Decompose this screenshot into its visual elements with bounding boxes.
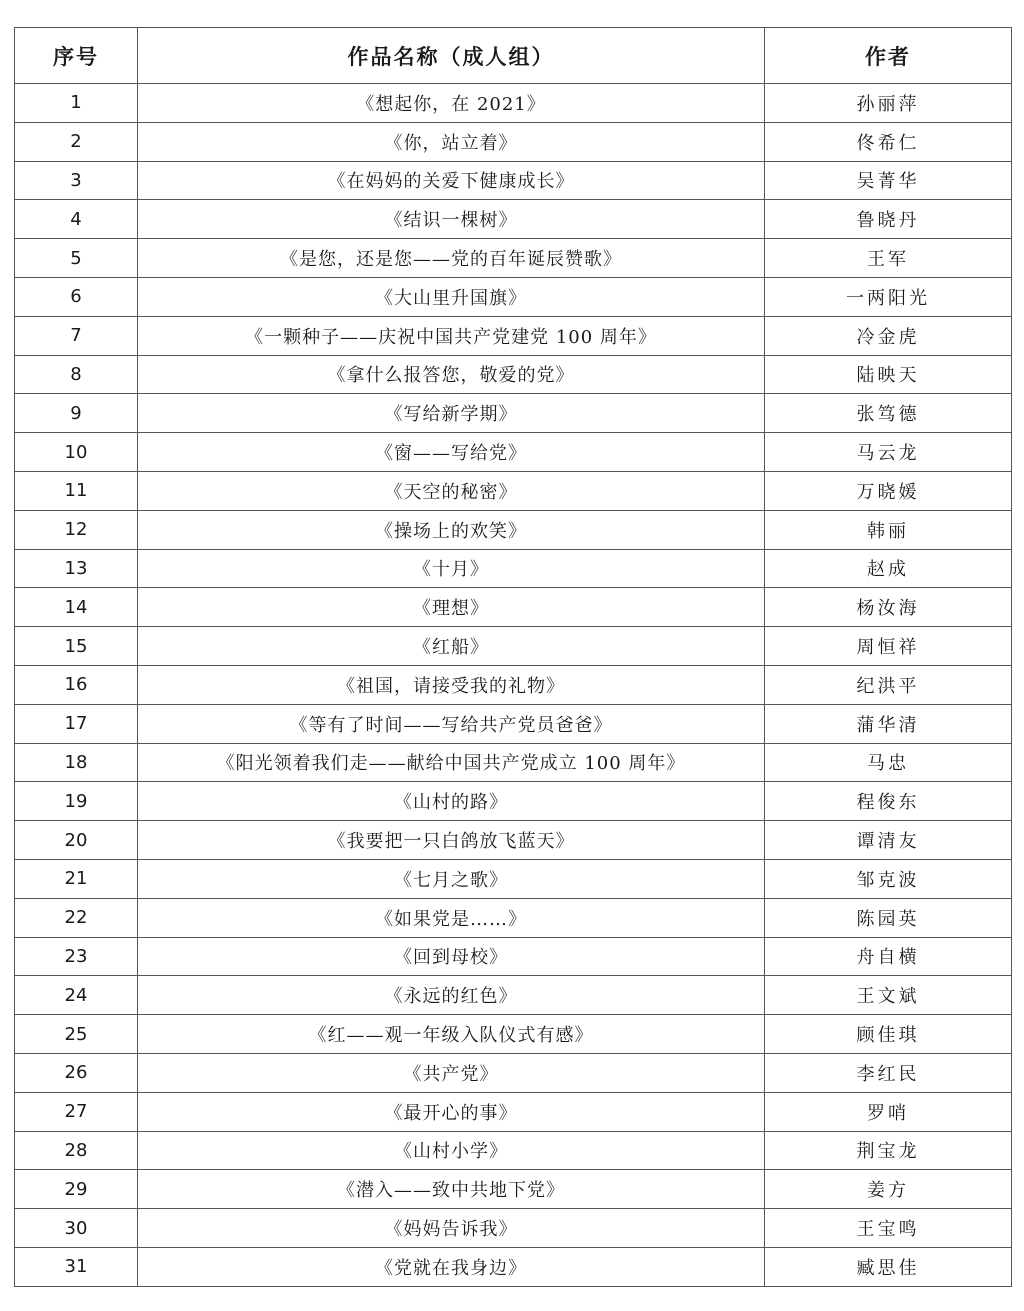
- author-name: 吴菁华: [765, 161, 1012, 200]
- work-title: 《是您，还是您——党的百年诞辰赞歌》: [138, 239, 765, 278]
- work-title: 《红船》: [138, 627, 765, 666]
- table-row: [15, 859, 1012, 898]
- table-row: [15, 937, 1012, 976]
- author-name: 姜方: [765, 1170, 1012, 1209]
- author-name: 一两阳光: [765, 277, 1012, 316]
- author-name: 蒲华清: [765, 704, 1012, 743]
- header-no: 序号: [15, 28, 138, 84]
- row-number: 22: [15, 898, 138, 937]
- author-name: 杨汝海: [765, 588, 1012, 627]
- table-row: [15, 743, 1012, 782]
- row-number: 14: [15, 588, 138, 627]
- work-title: 《你，站立着》: [138, 122, 765, 161]
- row-number: 1: [15, 84, 138, 123]
- author-name: 万晓媛: [765, 471, 1012, 510]
- author-name: 孙丽萍: [765, 84, 1012, 123]
- author-name: 顾佳琪: [765, 1015, 1012, 1054]
- header-title: 作品名称（成人组）: [138, 28, 765, 84]
- table-row: [15, 588, 1012, 627]
- table-row: [15, 665, 1012, 704]
- table-row: [15, 394, 1012, 433]
- table-row: [15, 1092, 1012, 1131]
- row-number: 11: [15, 471, 138, 510]
- work-title: 《一颗种子——庆祝中国共产党建党 100 周年》: [138, 316, 765, 355]
- works-table: [14, 27, 1012, 1287]
- author-name: 韩丽: [765, 510, 1012, 549]
- row-number: 2: [15, 122, 138, 161]
- work-title: 《潜入——致中共地下党》: [138, 1170, 765, 1209]
- author-name: 冷金虎: [765, 316, 1012, 355]
- row-number: 10: [15, 433, 138, 472]
- table-row: [15, 782, 1012, 821]
- work-title: 《共产党》: [138, 1053, 765, 1092]
- row-number: 23: [15, 937, 138, 976]
- work-title: 《在妈妈的关爱下健康成长》: [138, 161, 765, 200]
- work-title: 《大山里升国旗》: [138, 277, 765, 316]
- table-row: [15, 1015, 1012, 1054]
- work-title: 《结识一棵树》: [138, 200, 765, 239]
- author-name: 赵成: [765, 549, 1012, 588]
- author-name: 陆映天: [765, 355, 1012, 394]
- work-title: 《祖国，请接受我的礼物》: [138, 665, 765, 704]
- work-title: 《十月》: [138, 549, 765, 588]
- row-number: 5: [15, 239, 138, 278]
- table-row: [15, 200, 1012, 239]
- author-name: 陈园英: [765, 898, 1012, 937]
- row-number: 15: [15, 627, 138, 666]
- author-name: 荆宝龙: [765, 1131, 1012, 1170]
- row-number: 19: [15, 782, 138, 821]
- table-row: [15, 161, 1012, 200]
- row-number: 20: [15, 821, 138, 860]
- table-row: [15, 316, 1012, 355]
- document-sheet: [14, 27, 1011, 1287]
- table-row: [15, 355, 1012, 394]
- work-title: 《山村小学》: [138, 1131, 765, 1170]
- row-number: 3: [15, 161, 138, 200]
- work-title: 《窗——写给党》: [138, 433, 765, 472]
- author-name: 马云龙: [765, 433, 1012, 472]
- row-number: 9: [15, 394, 138, 433]
- work-title: 《我要把一只白鸽放飞蓝天》: [138, 821, 765, 860]
- table-row: [15, 704, 1012, 743]
- author-name: 罗哨: [765, 1092, 1012, 1131]
- row-number: 6: [15, 277, 138, 316]
- author-name: 臧思佳: [765, 1247, 1012, 1286]
- author-name: 马忠: [765, 743, 1012, 782]
- row-number: 12: [15, 510, 138, 549]
- work-title: 《写给新学期》: [138, 394, 765, 433]
- table-row: [15, 898, 1012, 937]
- work-title: 《七月之歌》: [138, 859, 765, 898]
- author-name: 邹克波: [765, 859, 1012, 898]
- row-number: 16: [15, 665, 138, 704]
- author-name: 程俊东: [765, 782, 1012, 821]
- author-name: 纪洪平: [765, 665, 1012, 704]
- work-title: 《天空的秘密》: [138, 471, 765, 510]
- table-row: [15, 1209, 1012, 1248]
- author-name: 周恒祥: [765, 627, 1012, 666]
- work-title: 《回到母校》: [138, 937, 765, 976]
- work-title: 《阳光领着我们走——献给中国共产党成立 100 周年》: [138, 743, 765, 782]
- author-name: 佟希仁: [765, 122, 1012, 161]
- table-row: [15, 433, 1012, 472]
- row-number: 29: [15, 1170, 138, 1209]
- table-row: [15, 1131, 1012, 1170]
- table-header: [15, 28, 1012, 84]
- row-number: 13: [15, 549, 138, 588]
- work-title: 《操场上的欢笑》: [138, 510, 765, 549]
- row-number: 24: [15, 976, 138, 1015]
- author-name: 鲁晓丹: [765, 200, 1012, 239]
- work-title: 《想起你，在 2021》: [138, 84, 765, 123]
- row-number: 28: [15, 1131, 138, 1170]
- row-number: 18: [15, 743, 138, 782]
- header-author: 作者: [765, 28, 1012, 84]
- table-row: [15, 1053, 1012, 1092]
- header-row: [15, 28, 1012, 84]
- work-title: 《红——观一年级入队仪式有感》: [138, 1015, 765, 1054]
- table-row: [15, 1170, 1012, 1209]
- row-number: 7: [15, 316, 138, 355]
- author-name: 王宝鸣: [765, 1209, 1012, 1248]
- table-row: [15, 239, 1012, 278]
- table-body: [15, 84, 1012, 1287]
- row-number: 21: [15, 859, 138, 898]
- table-row: [15, 821, 1012, 860]
- author-name: 谭清友: [765, 821, 1012, 860]
- table-row: [15, 549, 1012, 588]
- work-title: 《等有了时间——写给共产党员爸爸》: [138, 704, 765, 743]
- row-number: 26: [15, 1053, 138, 1092]
- author-name: 李红民: [765, 1053, 1012, 1092]
- author-name: 舟自横: [765, 937, 1012, 976]
- work-title: 《妈妈告诉我》: [138, 1209, 765, 1248]
- row-number: 4: [15, 200, 138, 239]
- row-number: 31: [15, 1247, 138, 1286]
- table-row: [15, 471, 1012, 510]
- row-number: 30: [15, 1209, 138, 1248]
- author-name: 王文斌: [765, 976, 1012, 1015]
- work-title: 《永远的红色》: [138, 976, 765, 1015]
- author-name: 王军: [765, 239, 1012, 278]
- work-title: 《拿什么报答您，敬爱的党》: [138, 355, 765, 394]
- work-title: 《党就在我身边》: [138, 1247, 765, 1286]
- table-row: [15, 976, 1012, 1015]
- table-row: [15, 84, 1012, 123]
- row-number: 27: [15, 1092, 138, 1131]
- table-row: [15, 510, 1012, 549]
- table-row: [15, 627, 1012, 666]
- table-row: [15, 1247, 1012, 1286]
- row-number: 25: [15, 1015, 138, 1054]
- work-title: 《最开心的事》: [138, 1092, 765, 1131]
- work-title: 《山村的路》: [138, 782, 765, 821]
- work-title: 《如果党是……》: [138, 898, 765, 937]
- author-name: 张笃德: [765, 394, 1012, 433]
- row-number: 8: [15, 355, 138, 394]
- table-row: [15, 277, 1012, 316]
- work-title: 《理想》: [138, 588, 765, 627]
- table-row: [15, 122, 1012, 161]
- row-number: 17: [15, 704, 138, 743]
